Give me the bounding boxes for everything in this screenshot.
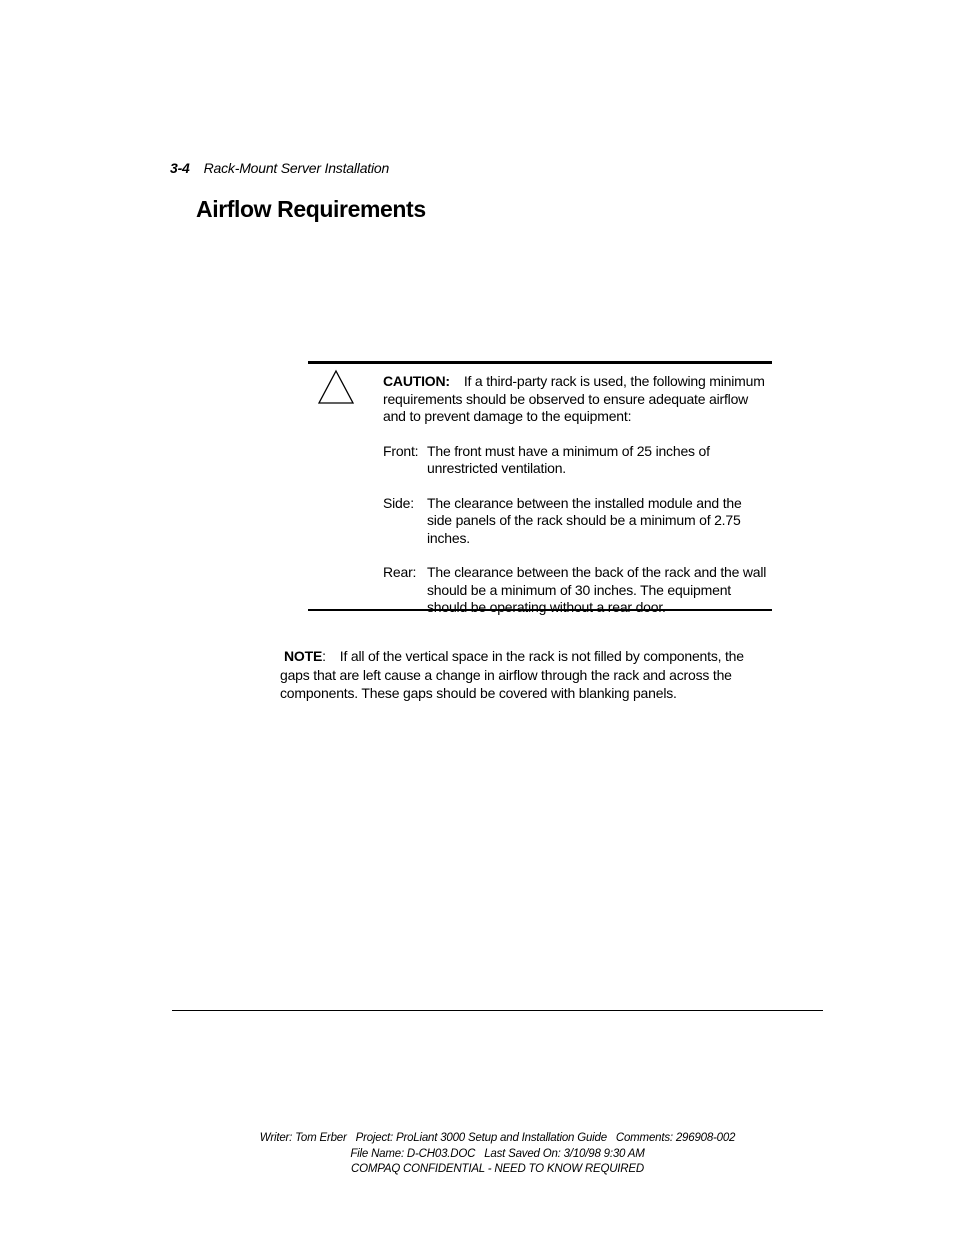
- document-footer: [172, 1131, 823, 1178]
- requirement-front: [383, 443, 768, 478]
- page-number: 3-4: [170, 160, 190, 176]
- note-text: If all of the vertical space in the rack is not filled by components, the gaps that are left cause a change in airflow through the rack and across the components. These gaps should be covered with blanking panels.: [280, 648, 744, 701]
- footer-confidential-line: COMPAQ CONFIDENTIAL - NEED TO KNOW REQUIRED: [351, 1163, 644, 1175]
- requirement-side: [383, 495, 768, 548]
- chapter-title: Rack-Mount Server Installation: [203, 160, 390, 176]
- requirement-label: Front:: [383, 442, 419, 459]
- requirement-rear: [383, 564, 768, 617]
- caution-text: [383, 373, 768, 617]
- section-title: Airflow Requirements: [196, 196, 426, 222]
- caution-box: [308, 361, 772, 615]
- requirement-label: Rear:: [383, 564, 417, 580]
- running-header: [170, 160, 389, 176]
- requirement-text: The clearance between the back of the rack and the wall should be a minimum of 30 inches. The equipment should be operating without a rear door.: [427, 564, 767, 615]
- footer-writer-line: Writer: Tom Erber Project: ProLiant 3000 Setup and Installation Guide Comments: 296908-002: [259, 1132, 736, 1144]
- footer-divider: [172, 1010, 823, 1011]
- requirement-label: Side:: [383, 494, 414, 511]
- requirement-text: The clearance between the installed module and the side panels of the rack should be a minimum of 2.75 inches.: [427, 494, 742, 546]
- note: [280, 647, 770, 703]
- footer-file-line: File Name: D-CH03.DOC Last Saved On: 3/10/98 9:30 AM: [350, 1147, 645, 1160]
- warning-triangle-icon: [317, 369, 355, 405]
- note-label: NOTE: [284, 648, 323, 664]
- requirement-text: The front must have a minimum of 25 inches of unrestricted ventilation.: [427, 442, 710, 476]
- caution-intro-text: If a third-party rack is used, the following minimum requirements should be observed to ensure adequate airflow and to prevent damage to the equipment:: [383, 373, 765, 424]
- caution-label: CAUTION:: [383, 373, 450, 389]
- note-separator: :: [322, 648, 326, 664]
- caution-intro: [383, 373, 768, 426]
